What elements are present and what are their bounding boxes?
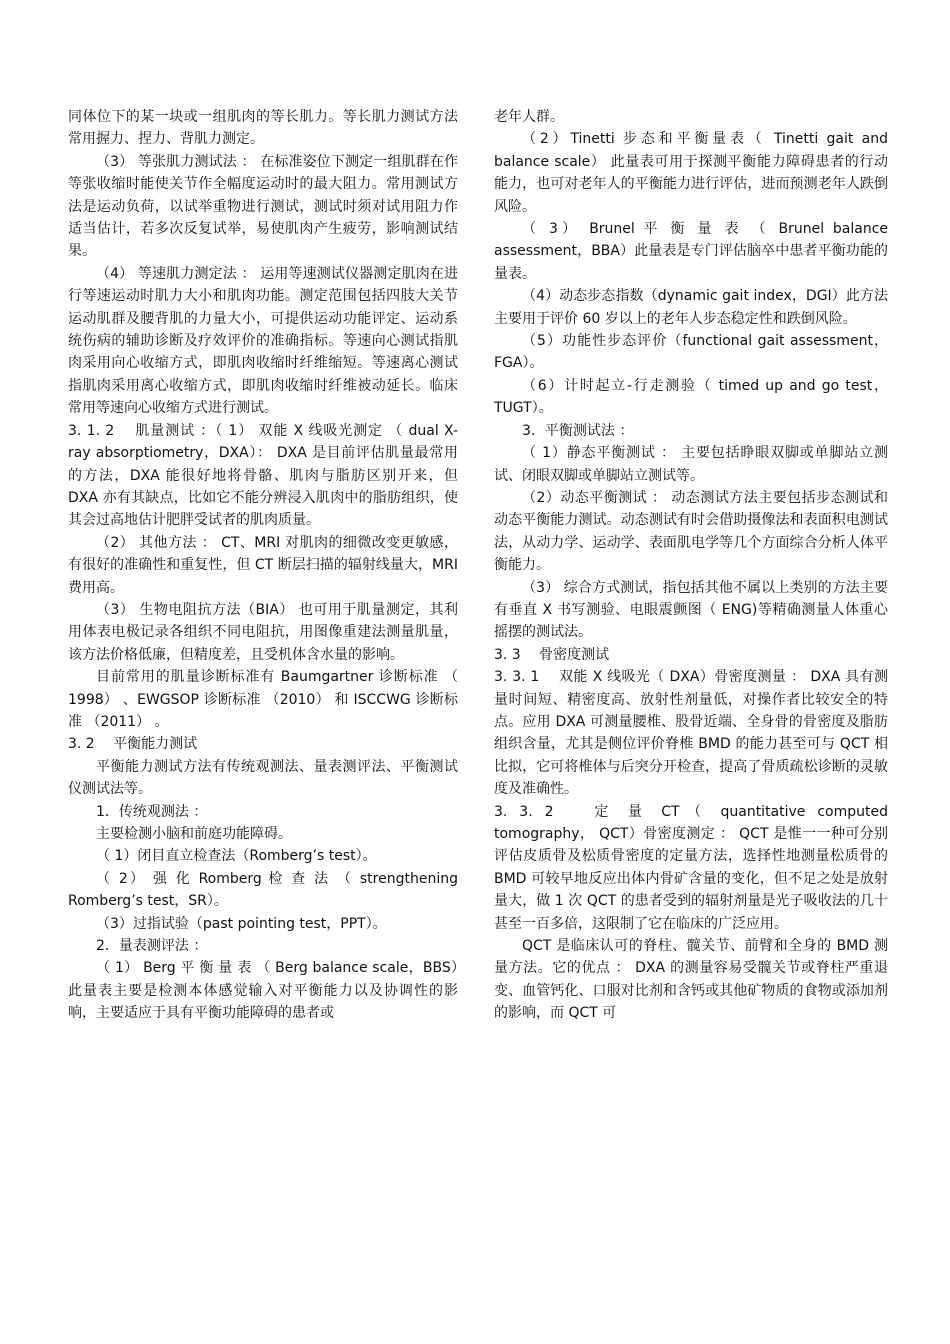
- paragraph: 2．量表测评法 ：: [96, 938, 208, 955]
- paragraph: （3）过指试验（past pointing test，PPT）。: [96, 915, 387, 932]
- paragraph: 3. 1. 2 肌量测试 ：（ 1） 双能 X 线吸光测定 （ dual X- ray absorptiometry，DXA）： DXA 是目前评估肌量最常用的方法，DXA 能很好地将骨骼、肌肉与脂肪区别开来，但 DXA 亦有其缺点，比如它不能分辨浸入肌肉中的脂肪组织，使其会过高地估计肥胖受试者的肌肉质量。: [68, 422, 458, 529]
- paragraph: （2）Tinetti 步态和平衡量表（ Tinetti gait and balance scale） 此量表可用于探测平衡能力障碍患者的行动能力，也可对老年人的平衡能力进行评估，进而预测老年人跌倒风险。: [494, 131, 888, 215]
- paragraph: （ 1）静态平衡测试 ： 主要包括睁眼双脚或单脚站立测试、闭眼双脚或单脚站立测试等。: [494, 445, 888, 484]
- paragraph: 1．传统观测法 ：: [96, 803, 208, 820]
- paragraph: （2）动态平衡测试 ： 动态测试方法主要包括步态测试和动态平衡能力测试。动态测试有时会借助摄像法和表面积电测试法，从动力学、运动学、表面肌电学等几个方面综合分析人体平衡能力。: [494, 489, 888, 574]
- paragraph: 平衡能力测试方法有传统观测法、量表测评法、平衡测试仪测试法等。: [68, 758, 458, 798]
- paragraph: （ 1） Berg 平 衡 量 表 （ Berg balance scale，BBS）此量表主要是检测本体感觉输入对平衡能力以及协调性的影响，主要适应于具有平衡功能障碍的患者或: [68, 960, 458, 1022]
- paragraph: （6）计时起立-行走测验（ timed up and go test， TUGT）。: [494, 377, 888, 417]
- paragraph: （ 2） 强 化 Romberg 检 查 法 （ strengthening Romberg’s test，SR）。: [68, 870, 458, 910]
- paragraph: （2） 其他方法 ： CT、MRI 对肌肉的细微改变更敏感，有很好的准确性和重复性，但 CT 断层扫描的辐射线量大，MRI 费用高。: [68, 534, 458, 596]
- paragraph: （ 1）闭目直立检查法（Romberg’s test）。: [96, 848, 377, 865]
- paragraph: QCT 是临床认可的脊柱、髋关节、前臂和全身的 BMD 测量方法。它的优点 ： DXA 的测量容易受髋关节或脊柱严重退变、血管钙化、口服对比剂和含钙或其他矿物质的食物或添加剂的影响，而 QCT 可: [494, 938, 888, 1022]
- paragraph: （4） 等速肌力测定法 ： 运用等速测试仪器测定肌肉在进行等速运动时肌力大小和肌肉功能。测定范围包括四肢大关节运动肌群及腰背肌的力量大小，可提供运动功能评定、运动系统伤病的辅助诊断及疗效评价的准确指标。等速向心测试指肌肉采用向心收缩方式，即肌肉收缩时纤维缩短。等速离心测试指肌肉采用离心收缩方式，即肌肉收缩时纤维被动延长。临床常用等速向心收缩方式进行测试。: [68, 265, 458, 417]
- paragraph: 目前常用的肌量诊断标准有 Baumgartner 诊断标准 （ 1998） 、EWGSOP 诊断标准 （2010） 和 ISCCWG 诊断标准 （2011） 。: [68, 669, 458, 730]
- paragraph: 老年人群。: [494, 109, 564, 125]
- paragraph: （4）动态步态指数（dynamic gait index，DGI）此方法主要用于评价 60 岁以上的老年人步态稳定性和跌倒风险。: [494, 288, 888, 327]
- left-column: [68, 106, 458, 1025]
- paragraph: 3. 3 骨密度测试: [494, 646, 610, 663]
- paragraph: 同体位下的某一块或一组肌肉的等长肌力。等长肌力测试方法常用握力、捏力、背肌力测定。: [68, 109, 458, 148]
- paragraph: （ 3） Brunel 平 衡 量 表 （ Brunel balance assessment，BBA）此量表是专门评估脑卒中患者平衡功能的量表。: [494, 221, 888, 282]
- paragraph: （3） 等张肌力测试法 ： 在标准姿位下测定一组肌群在作等张收缩时能使关节作全幅度运动时的最大阻力。常用测试方法是运动负荷，以试举重物进行测试，测试时须对试用阻力作适当估计，若多次反复试举，易使肌肉产生疲劳，影响测试结果。: [68, 153, 458, 260]
- paragraph: （5）功能性步态评价（functional gait assessment， FGA）。: [494, 333, 888, 372]
- paragraph: 3. 2 平衡能力测试: [68, 736, 198, 753]
- right-column: [494, 106, 888, 1025]
- paragraph: 3. 3. 2 定 量 CT（ quantitative computed tomography， QCT）骨密度测定 ： QCT 是惟一一种可分别评估皮质骨及松质骨密度的定量方法，选择性地测量松质骨的 BMD 可较早地反应出体内骨矿含量的变化，但不足之处是放射量大，做 1 次 QCT 的患者受到的辐射剂量是光子吸收法的几十甚至一百多倍，这限制了它在临床的广泛应用。: [494, 803, 888, 932]
- paragraph: （3） 生物电阻抗方法（BIA） 也可用于肌量测定，其利用体表电极记录各组织不同电阻抗，用图像重建法测量肌量，该方法价格低廉，但精度差，且受机体含水量的影响。: [68, 601, 458, 663]
- paragraph: 3. 3. 1 双能 X 线吸光（ DXA）骨密度测量 ： DXA 具有测量时间短、精密度高、放射性剂量低，对操作者比较安全的特点。应用 DXA 可测量腰椎、股骨近端、全身骨的骨密度及脂肪组织含量，尤其是侧位评价脊椎 BMD 的能力甚至可与 QCT 相比拟，它可将椎体与后突分开检查，提高了骨质疏松诊断的灵敏度及准确性。: [494, 669, 888, 798]
- paragraph: 3．平衡测试法 ：: [522, 422, 634, 439]
- paragraph: 主要检测小脑和前庭功能障碍。: [96, 826, 292, 842]
- paragraph: （3） 综合方式测试，指包括其他不属以上类别的方法主要有垂直 X 书写测验、电眼震颤图（ ENG)等精确测量人体重心摇摆的测试法。: [494, 579, 888, 641]
